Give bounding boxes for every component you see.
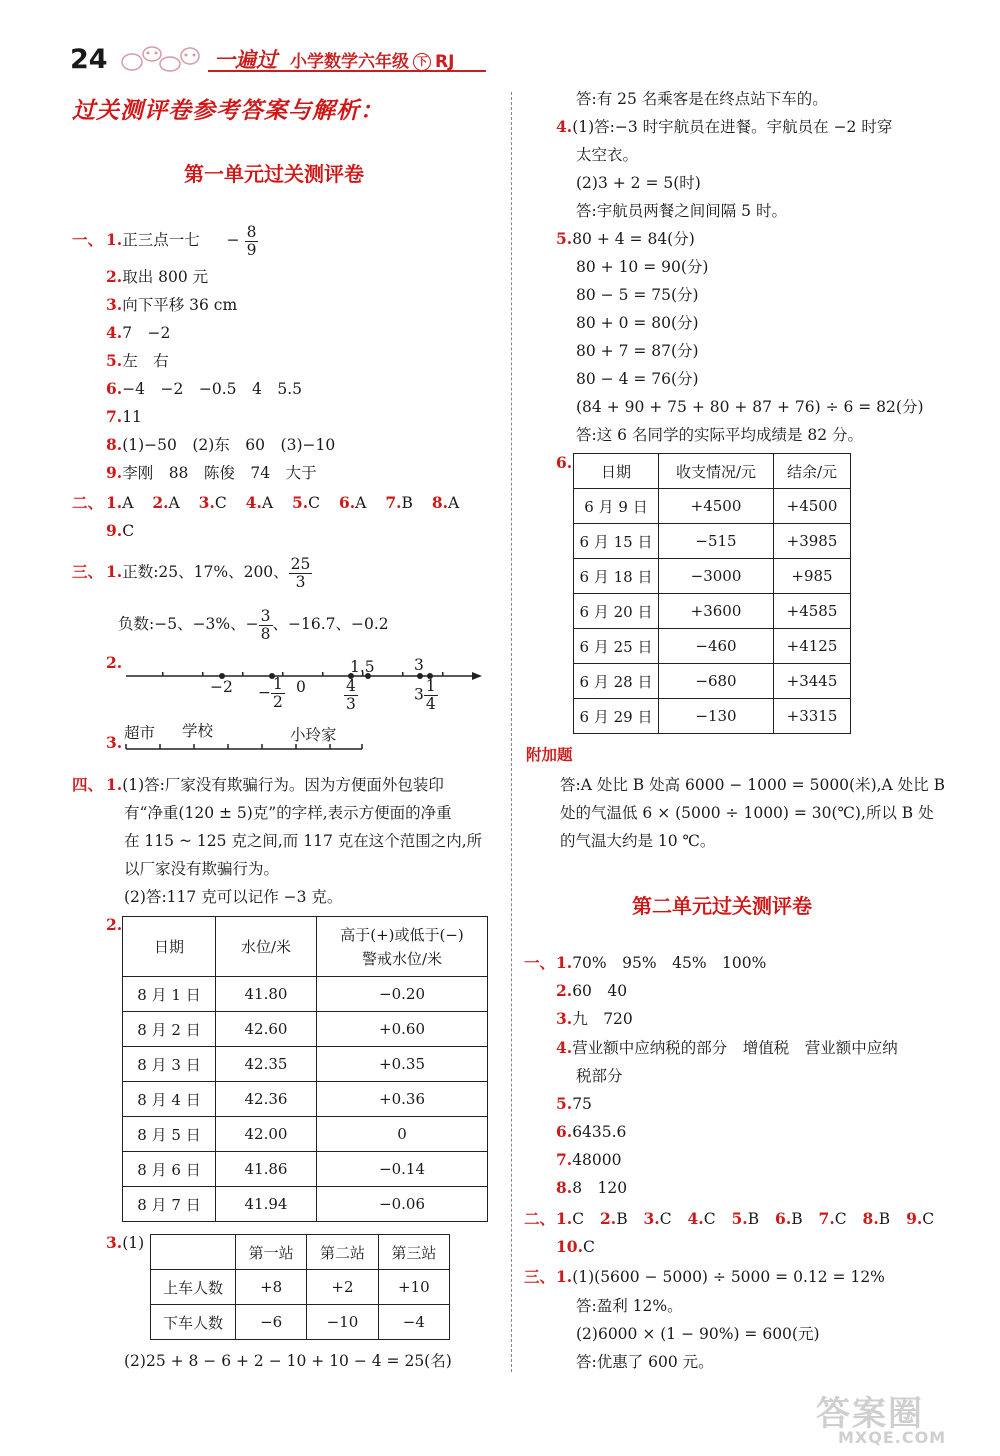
- negative-list-a: 负数:−5、−3%、: [118, 615, 246, 633]
- r-q5-l1: [556, 228, 695, 250]
- header-rule: [208, 70, 486, 72]
- u1-sec1-label: 一、: [72, 230, 104, 249]
- mc-num: 3.: [198, 493, 215, 512]
- u1-s1-q8-num: 8.: [106, 435, 123, 454]
- cell-flow: −130: [659, 699, 774, 734]
- u1-s1-q3-text: 向下平移 36 cm: [122, 296, 238, 314]
- th-balance: 结余/元: [774, 454, 851, 489]
- mc-num: 5.: [291, 493, 309, 512]
- text: (1)(5600 − 5000) ÷ 5000 = 0.12 = 12%: [572, 1268, 885, 1286]
- u1-s3-q1-negative: [118, 602, 389, 646]
- frac-top: 8: [246, 222, 257, 241]
- num: 3.: [556, 1009, 573, 1028]
- cell: +10: [378, 1270, 449, 1305]
- whole: 3: [414, 685, 424, 704]
- frac-bottom: 2: [273, 693, 283, 711]
- volume-badge: [413, 53, 431, 71]
- mc-val: C: [214, 494, 227, 512]
- cell-date: 6 月 25 日: [574, 629, 659, 664]
- cell-level: 42.00: [216, 1117, 317, 1152]
- mc-val: A: [261, 494, 274, 512]
- u1-s1-q5-num: 5.: [106, 351, 123, 370]
- r-q6-num: 6.: [556, 453, 573, 472]
- u2-s1-q4-wrap: 税部分: [576, 1067, 623, 1085]
- table-row: [123, 1047, 488, 1082]
- r-q5-l2: 80 + 10 = 90(分): [576, 258, 709, 276]
- watermark-bottom: MXQE.COM: [838, 1428, 947, 1447]
- u2-sec3-label: 三、: [524, 1267, 556, 1286]
- u2-s3-q1-l4: 答:优惠了 600 元。: [576, 1353, 714, 1371]
- table-row: [123, 1117, 488, 1152]
- th-diff: [317, 917, 488, 977]
- u1-s1-q2: [106, 266, 208, 288]
- cell-balance: +3315: [774, 699, 851, 734]
- u2-s1-q8: [556, 1177, 627, 1199]
- cell-balance: +4125: [774, 629, 851, 664]
- th-station3: 第三站: [378, 1235, 449, 1270]
- r-q5-l5: 80 + 7 = 87(分): [576, 342, 699, 360]
- mc-val: C: [834, 1210, 847, 1228]
- num: 1.: [556, 953, 573, 972]
- table-row: [574, 524, 851, 559]
- r-q4-l1: [556, 116, 892, 138]
- u2-s1-q5: [556, 1093, 592, 1115]
- mc-num: 1.: [106, 493, 123, 512]
- mc-num: 8.: [862, 1209, 879, 1228]
- text: 48000: [572, 1151, 622, 1169]
- text-line: 80 + 4 = 84(分): [572, 230, 695, 248]
- table-row: [574, 629, 851, 664]
- cell: −6: [236, 1305, 307, 1340]
- th-station2: 第二站: [307, 1235, 378, 1270]
- cell-diff: −0.06: [317, 1187, 488, 1222]
- num: 2.: [556, 981, 573, 1000]
- cell-date: 8 月 6 日: [123, 1152, 216, 1187]
- cell-balance: +4500: [774, 489, 851, 524]
- negative-sign: −: [245, 615, 259, 633]
- cell-flow: +3600: [659, 594, 774, 629]
- cell-level: 41.80: [216, 977, 317, 1012]
- text: 60 40: [572, 982, 628, 1000]
- mc-val: B: [401, 494, 413, 512]
- mc-num: 1.: [556, 1209, 573, 1228]
- edition-label: RJ: [435, 52, 455, 72]
- cell-date: 8 月 5 日: [123, 1117, 216, 1152]
- cell-date: 6 月 18 日: [574, 559, 659, 594]
- u1-sec2-answers: [106, 492, 459, 514]
- text: 75: [572, 1095, 592, 1113]
- cell-date: 6 月 20 日: [574, 594, 659, 629]
- u1-s4-q1-num: 1.: [106, 775, 123, 794]
- mc-num: 6.: [775, 1209, 792, 1228]
- u1-s1-q2-text: 取出 800 元: [122, 268, 209, 286]
- positive-list: 正数:25、17%、200、: [122, 563, 289, 581]
- mc-val: C: [308, 494, 321, 512]
- r-q4-l4: 答:宇航员两餐之间间隔 5 时。: [576, 202, 787, 220]
- cell-level: 42.36: [216, 1082, 317, 1117]
- mc-num: 2.: [152, 493, 169, 512]
- place-home: 小玲家: [290, 726, 337, 744]
- cell-date: 8 月 7 日: [123, 1187, 216, 1222]
- cell-date: 6 月 28 日: [574, 664, 659, 699]
- mc-val: B: [878, 1210, 891, 1228]
- finance-table: [573, 453, 851, 734]
- r-q4-l3: (2)3 + 2 = 5(时): [576, 174, 701, 192]
- u1-s1-q1-text: 正三点一七: [122, 231, 200, 249]
- frac-bottom: 3: [346, 695, 356, 713]
- nl-label-0: 0: [296, 678, 306, 696]
- part-label: (1): [122, 1234, 145, 1252]
- nl-label-15: 1.5: [350, 658, 375, 676]
- brand-logo: 一遍过: [214, 48, 277, 72]
- cell-date: 8 月 2 日: [123, 1012, 216, 1047]
- mc-num: 8.: [431, 493, 449, 512]
- cell-date: 6 月 15 日: [574, 524, 659, 559]
- u2-s3-q1-l3: (2)6000 × (1 − 90%) = 600(元): [576, 1325, 820, 1343]
- unit1-title: 第一单元过关测评卷: [184, 162, 364, 186]
- cell-flow: +4500: [659, 489, 774, 524]
- page-number: 24: [70, 44, 108, 75]
- table-row: [574, 664, 851, 699]
- mc-num: 7.: [385, 493, 402, 512]
- r-q5-l3: 80 − 5 = 75(分): [576, 286, 699, 304]
- cell-level: 41.94: [216, 1187, 317, 1222]
- num: 7.: [556, 1150, 573, 1169]
- u1-s1-q7: [106, 406, 142, 428]
- bonus-label: 附加题: [526, 745, 573, 764]
- mc-num: 6.: [338, 493, 356, 512]
- cell-balance: +3445: [774, 664, 851, 699]
- u1-s1-q2-num: 2.: [106, 267, 123, 286]
- th-diff-l1: 高于(+)或低于(−): [340, 925, 464, 944]
- u1-s1-q1-sign: −: [226, 231, 240, 249]
- table-row: [151, 1305, 450, 1340]
- th-station1: 第一站: [236, 1235, 307, 1270]
- mc-val: B: [791, 1210, 803, 1228]
- table-row: [123, 1012, 488, 1047]
- cell-date: 8 月 3 日: [123, 1047, 216, 1082]
- u1-s1-q7-num: 7.: [106, 407, 123, 426]
- negative-list-b: 、−16.7、−0.2: [272, 615, 389, 633]
- cell-date: 6 月 9 日: [574, 489, 659, 524]
- r-q4-num: 4.: [556, 117, 573, 136]
- u1-s1-q8: [106, 434, 335, 456]
- table-header-row: [574, 454, 851, 489]
- u2-s1-q3: [556, 1008, 633, 1030]
- cell: +2: [307, 1270, 378, 1305]
- row-label: 上车人数: [151, 1270, 236, 1305]
- cell-level: 42.60: [216, 1012, 317, 1047]
- u1-s4-q3-num: 3.: [106, 1233, 123, 1252]
- r-q3-answer: 答:有 25 名乘客是在终点站下车的。: [576, 90, 828, 108]
- r-q5-l4: 80 + 0 = 80(分): [576, 314, 699, 332]
- cell-date: 8 月 4 日: [123, 1082, 216, 1117]
- u1-s3-q1-num: 1.: [106, 562, 123, 581]
- u1-s3-q1-positive: [106, 550, 312, 594]
- num: 1.: [556, 1267, 573, 1286]
- frac-top: 25: [290, 554, 311, 573]
- text: 70% 95% 45% 100%: [572, 954, 767, 972]
- th-level: 水位/米: [216, 917, 317, 977]
- u1-s1-q6-num: 6.: [106, 379, 123, 398]
- text: 6435.6: [572, 1123, 627, 1141]
- frac-top: 1: [273, 675, 283, 693]
- u1-sec2-label: 二、: [72, 493, 104, 512]
- u1-s1-q3: [106, 294, 237, 316]
- mc-val: C: [922, 1210, 935, 1228]
- water-level-table: [122, 916, 488, 1222]
- table-row: [123, 1187, 488, 1222]
- nl-label-3: 3: [414, 656, 424, 674]
- row-label: 下车人数: [151, 1305, 236, 1340]
- mc-val: A: [168, 494, 180, 512]
- u1-s4-q3-label: [106, 1232, 144, 1254]
- bonus-l2: 处的气温低 6 × (5000 ÷ 1000) = 30(℃),所以 B 处: [560, 804, 934, 822]
- mc-num: 4.: [687, 1209, 704, 1228]
- table-row: [574, 699, 851, 734]
- u1-s1-q5-text: 左 右: [122, 352, 169, 370]
- u1-sec2-answers-wrap: [106, 520, 134, 542]
- cell-flow: −460: [659, 629, 774, 664]
- cell-date: 8 月 1 日: [123, 977, 216, 1012]
- th-flow: 收支情况/元: [659, 454, 774, 489]
- column-divider: [511, 92, 512, 1372]
- place-school: 学校: [182, 722, 214, 740]
- r-q5-l8: 答:这 6 名同学的实际平均成绩是 82 分。: [576, 426, 864, 444]
- frac-top: 4: [346, 677, 356, 695]
- nl-43-fraction: [344, 678, 358, 713]
- u2-sec1-label: 一、: [524, 953, 556, 972]
- mc-num: 2.: [600, 1209, 617, 1228]
- frac-bottom: 9: [246, 240, 257, 259]
- text: 8 120: [572, 1179, 628, 1197]
- u1-s1-q6-text: −4 −2 −0.5 4 5.5: [122, 380, 303, 398]
- cell-diff: +0.35: [317, 1047, 488, 1082]
- u1-s4-q1-l4: 以厂家没有欺骗行为。: [124, 860, 280, 878]
- mc-val: C: [659, 1210, 672, 1228]
- th-empty: [151, 1235, 236, 1270]
- u1-s1-q1: [106, 218, 258, 262]
- sign: −: [258, 683, 271, 702]
- cell-balance: +4585: [774, 594, 851, 629]
- cell-balance: +985: [774, 559, 851, 594]
- cell-diff: −0.20: [317, 977, 488, 1012]
- u1-s1-q4-text: 7 −2: [122, 324, 171, 342]
- mc-val: A: [122, 494, 134, 512]
- cell-flow: −680: [659, 664, 774, 699]
- mc-val: A: [448, 494, 460, 512]
- r-q4-l2: 太空衣。: [576, 146, 639, 164]
- mc-num: 9.: [906, 1209, 923, 1228]
- nl-label-314: [414, 678, 438, 713]
- bonus-l3: 的气温大约是 10 ℃。: [560, 832, 716, 850]
- u1-s4-q2-num: 2.: [106, 915, 123, 934]
- num: 4.: [556, 1038, 573, 1057]
- place-supermarket: 超市: [124, 724, 156, 742]
- text-line: (1)答:−3 时宇航员在进餐。宇航员在 −2 时穿: [572, 118, 893, 136]
- cell: +8: [236, 1270, 307, 1305]
- cell-flow: −3000: [659, 559, 774, 594]
- u1-s1-q3-num: 3.: [106, 295, 123, 314]
- frac-bottom: 8: [260, 624, 271, 643]
- frac-top: 1: [425, 677, 436, 695]
- u2-s1-q2: [556, 980, 627, 1002]
- u2-s1-q1: [556, 952, 766, 974]
- num: 6.: [556, 1122, 573, 1141]
- mc-num: 7.: [818, 1209, 835, 1228]
- nl-label-mhalf: [258, 676, 285, 711]
- map-line: [124, 742, 366, 760]
- cell: −10: [307, 1305, 378, 1340]
- u2-s1-q7: [556, 1149, 622, 1171]
- nl-mhalf-fraction: [271, 676, 285, 711]
- u2-s3-q1-l2: 答:盈利 12%。: [576, 1297, 683, 1315]
- mc-val: C: [122, 522, 135, 540]
- cell-balance: +3985: [774, 524, 851, 559]
- cell-diff: +0.36: [317, 1082, 488, 1117]
- mc-val: A: [355, 494, 367, 512]
- th-diff-l2: 警戒水位/米: [361, 949, 443, 968]
- u1-s1-q5: [106, 350, 169, 372]
- mc-num: 10.: [556, 1237, 583, 1256]
- num: 5.: [556, 1094, 573, 1113]
- nl-label-m2: −2: [210, 678, 233, 696]
- u1-s3-q3-num: 3.: [106, 733, 123, 752]
- r-q5-num: 5.: [556, 229, 573, 248]
- table-header-row: [123, 917, 488, 977]
- cell-diff: 0: [317, 1117, 488, 1152]
- r-q5-l6: 80 − 4 = 76(分): [576, 370, 699, 388]
- u1-s4-q3-part2: (2)25 + 8 − 6 + 2 − 10 + 10 − 4 = 25(名): [124, 1352, 452, 1370]
- u1-sec3-label: 三、: [72, 562, 104, 581]
- th-date: 日期: [123, 917, 216, 977]
- mc-val: B: [616, 1210, 628, 1228]
- header-subtitle: [290, 47, 454, 72]
- mc-num: 9.: [106, 521, 123, 540]
- u2-sec2-answers: [556, 1208, 934, 1230]
- mc-num: 5.: [731, 1209, 748, 1228]
- u2-sec2-answers-wrap: [556, 1236, 595, 1258]
- nl-314-fraction: [424, 678, 438, 713]
- header-doodle-icon: [118, 40, 206, 80]
- text-line: (1)答:厂家没有欺骗行为。因为方便面外包装印: [122, 776, 444, 794]
- u1-s1-q7-text: 11: [122, 408, 142, 426]
- watermark-top: 答案圈: [816, 1394, 924, 1434]
- u1-s3-q2-num: 2.: [106, 653, 123, 672]
- num: 8.: [556, 1178, 573, 1197]
- u1-s4-q1-l3: 在 115 ~ 125 克之间,而 117 克在这个范围之内,所: [124, 832, 483, 850]
- u1-s4-q1-l1: [106, 774, 444, 796]
- u1-s4-q1-l5: (2)答:117 克可以记作 −3 克。: [124, 888, 343, 906]
- table-row: [574, 489, 851, 524]
- table-row: [123, 1152, 488, 1187]
- table-row: [574, 559, 851, 594]
- bonus-l1: 答:A 处比 B 处高 6000 − 1000 = 5000(米),A 处比 B: [560, 776, 945, 794]
- cell-diff: −0.14: [317, 1152, 488, 1187]
- cell-date: 6 月 29 日: [574, 699, 659, 734]
- u1-s1-q1-fraction: [245, 224, 259, 259]
- u2-s1-q6: [556, 1121, 626, 1143]
- u1-s1-q9-num: 9.: [106, 463, 123, 482]
- positive-fraction: [289, 556, 313, 591]
- u2-s3-q1-l1: [556, 1266, 885, 1288]
- text: 营业额中应纳税的部分 增值税 营业额中应纳: [572, 1039, 898, 1057]
- u2-s1-q4: [556, 1037, 898, 1059]
- u1-sec4-label: 四、: [72, 775, 104, 794]
- negative-fraction: [259, 608, 273, 643]
- frac-bottom: 3: [295, 572, 306, 591]
- volume-text: 下: [416, 55, 428, 68]
- mc-val: C: [703, 1210, 716, 1228]
- r-q5-l7: (84 + 90 + 75 + 80 + 87 + 76) ÷ 6 = 82(分): [576, 398, 924, 416]
- u1-s1-q4-num: 4.: [106, 323, 123, 342]
- table-row: [151, 1270, 450, 1305]
- unit2-title: 第二单元过关测评卷: [632, 894, 812, 918]
- table-header-row: [151, 1235, 450, 1270]
- mc-val: C: [572, 1210, 585, 1228]
- mc-val: C: [582, 1238, 595, 1256]
- u1-s4-q1-l2: 有“净重(120 ± 5)克”的字样,表示方便面的净重: [124, 804, 452, 822]
- cell-diff: +0.60: [317, 1012, 488, 1047]
- text: 九 720: [572, 1010, 633, 1028]
- mc-val: B: [747, 1210, 760, 1228]
- u1-s1-q9-text: 李刚 88 陈俊 74 大于: [122, 464, 317, 482]
- u1-s1-q9: [106, 462, 317, 484]
- table-row: [574, 594, 851, 629]
- u1-s1-q4: [106, 322, 170, 344]
- cell-flow: −515: [659, 524, 774, 559]
- main-title: 过关测评卷参考答案与解析：: [72, 98, 384, 124]
- table-row: [123, 1082, 488, 1117]
- cell: −4: [378, 1305, 449, 1340]
- frac-top: 3: [260, 606, 271, 625]
- header-subtitle-text: 小学数学六年级: [290, 52, 409, 72]
- mc-num: 3.: [643, 1209, 660, 1228]
- mc-num: 4.: [245, 493, 262, 512]
- th-date: 日期: [574, 454, 659, 489]
- u1-s1-q8-text: (1)−50 (2)东 60 (3)−10: [122, 436, 336, 454]
- cell-level: 42.35: [216, 1047, 317, 1082]
- bus-table: [150, 1234, 450, 1340]
- u1-s1-q1-num: 1.: [106, 230, 123, 249]
- frac-bottom: 4: [425, 695, 436, 713]
- cell-level: 41.86: [216, 1152, 317, 1187]
- table-row: [123, 977, 488, 1012]
- u2-sec2-label: 二、: [524, 1209, 556, 1228]
- u1-s1-q6: [106, 378, 302, 400]
- nl-label-43: [344, 678, 358, 713]
